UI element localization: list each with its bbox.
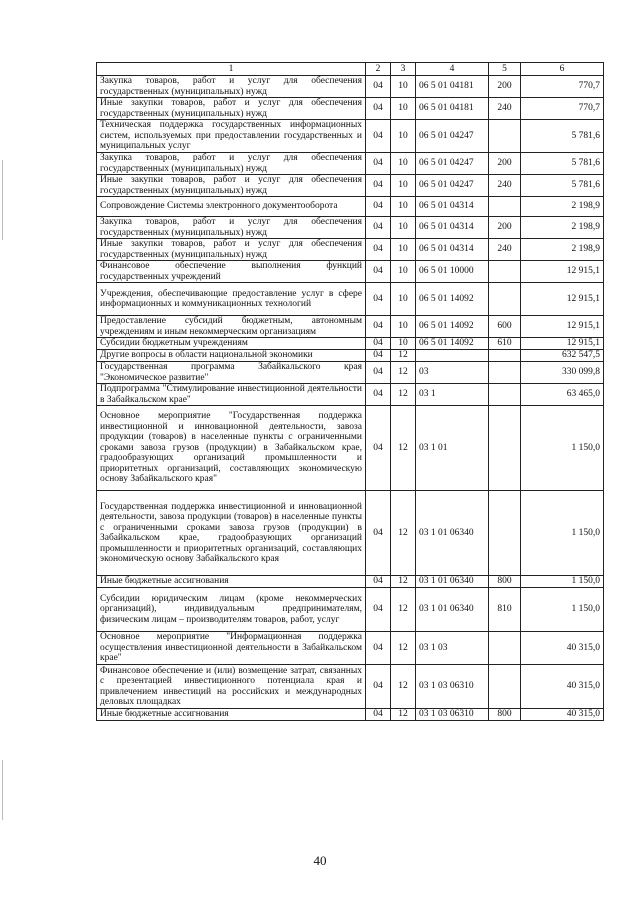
row-amount-cell: 1 150,0 <box>521 576 604 588</box>
row-target-article-cell: 06 5 01 10000 <box>416 261 489 283</box>
row-expense-type-cell <box>489 632 521 665</box>
row-name-cell: Государственная программа Забайкальского края "Экономическое развитие" <box>97 362 366 384</box>
row-name-cell: Подпрограмма "Стимулирование инвестиционной деятельности в Забайкальском крае" <box>97 384 366 406</box>
row-expense-type-cell <box>489 384 521 406</box>
row-target-article-cell: 06 5 01 04314 <box>416 217 489 239</box>
row-name-cell: Другие вопросы в области национальной экономики <box>97 350 366 362</box>
row-amount-cell: 2 198,9 <box>521 197 604 217</box>
row-target-article-cell: 03 1 03 <box>416 632 489 665</box>
row-section-cell: 04 <box>366 197 391 217</box>
row-section-cell: 04 <box>366 491 391 576</box>
row-subsection-cell: 10 <box>391 120 416 153</box>
row-section-cell: 04 <box>366 120 391 153</box>
table-row <box>97 197 604 217</box>
budget-table-body <box>97 63 604 721</box>
row-section-cell: 04 <box>366 709 391 721</box>
row-subsection-cell: 10 <box>391 98 416 120</box>
header-cell-3: 3 <box>391 63 416 76</box>
row-subsection-cell: 12 <box>391 588 416 632</box>
row-subsection-cell: 12 <box>391 350 416 362</box>
row-target-article-cell: 03 1 01 06340 <box>416 576 489 588</box>
row-name-cell: Государственная поддержка инвестиционной и инновационной деятельности, завоза продукции (товаров) в населенные пункты с ограниченными сроками завоза грузов (продукции) в Забайкальском крае, градообразующих организаций промышленности и приоритетных организаций, составляющих экономическую основу Забайкальского края <box>97 491 366 576</box>
budget-table <box>96 62 604 721</box>
table-row <box>97 153 604 175</box>
table-row <box>97 338 604 350</box>
row-subsection-cell: 12 <box>391 576 416 588</box>
table-row <box>97 283 604 316</box>
row-amount-cell: 12 915,1 <box>521 261 604 283</box>
table-row <box>97 175 604 197</box>
table-row <box>97 120 604 153</box>
row-name-cell: Предоставление субсидий бюджетным, автономным учреждениям и иным некоммерческим организациям <box>97 316 366 338</box>
row-target-article-cell: 03 1 01 <box>416 406 489 491</box>
row-expense-type-cell: 800 <box>489 709 521 721</box>
row-section-cell: 04 <box>366 76 391 98</box>
row-section-cell: 04 <box>366 384 391 406</box>
row-subsection-cell: 10 <box>391 261 416 283</box>
row-subsection-cell: 12 <box>391 665 416 709</box>
row-expense-type-cell <box>489 197 521 217</box>
table-row <box>97 98 604 120</box>
row-section-cell: 04 <box>366 362 391 384</box>
row-section-cell: 04 <box>366 316 391 338</box>
row-target-article-cell: 03 1 03 06310 <box>416 665 489 709</box>
row-amount-cell: 2 198,9 <box>521 217 604 239</box>
row-amount-cell: 40 315,0 <box>521 632 604 665</box>
row-expense-type-cell <box>489 350 521 362</box>
row-section-cell: 04 <box>366 338 391 350</box>
header-cell-2: 2 <box>366 63 391 76</box>
table-row <box>97 665 604 709</box>
row-subsection-cell: 10 <box>391 217 416 239</box>
row-target-article-cell: 06 5 01 14092 <box>416 283 489 316</box>
table-header-row <box>97 63 604 76</box>
row-target-article-cell: 06 5 01 04314 <box>416 239 489 261</box>
row-section-cell: 04 <box>366 153 391 175</box>
row-target-article-cell: 06 5 01 04314 <box>416 197 489 217</box>
header-cell-5: 5 <box>489 63 521 76</box>
table-row <box>97 76 604 98</box>
row-target-article-cell: 03 <box>416 362 489 384</box>
row-amount-cell: 1 150,0 <box>521 491 604 576</box>
row-target-article-cell: 03 1 01 06340 <box>416 491 489 576</box>
row-amount-cell: 5 781,6 <box>521 120 604 153</box>
row-name-cell: Субсидии юридическим лицам (кроме некоммерческих организаций), индивидуальным предпринимателям, физическим лицам – производителям товаров, работ, услуг <box>97 588 366 632</box>
row-expense-type-cell <box>489 362 521 384</box>
row-amount-cell: 1 150,0 <box>521 406 604 491</box>
header-cell-6: 6 <box>521 63 604 76</box>
row-section-cell: 04 <box>366 576 391 588</box>
row-section-cell: 04 <box>366 588 391 632</box>
row-name-cell: Основное мероприятие "Информационная поддержка осуществления инвестиционной деятельности в Забайкальском крае" <box>97 632 366 665</box>
header-cell-4: 4 <box>416 63 489 76</box>
row-name-cell: Субсидии бюджетным учреждениям <box>97 338 366 350</box>
table-row <box>97 709 604 721</box>
row-name-cell: Иные бюджетные ассигнования <box>97 576 366 588</box>
table-row <box>97 261 604 283</box>
row-target-article-cell <box>416 350 489 362</box>
row-subsection-cell: 10 <box>391 175 416 197</box>
row-subsection-cell: 10 <box>391 283 416 316</box>
table-row <box>97 588 604 632</box>
row-target-article-cell: 03 1 01 06340 <box>416 588 489 632</box>
row-amount-cell: 40 315,0 <box>521 665 604 709</box>
row-name-cell: Закупка товаров, работ и услуг для обеспечения государственных (муниципальных) нужд <box>97 76 366 98</box>
row-target-article-cell: 06 5 01 04181 <box>416 98 489 120</box>
row-target-article-cell: 06 5 01 04247 <box>416 153 489 175</box>
row-target-article-cell: 03 1 <box>416 384 489 406</box>
row-expense-type-cell <box>489 120 521 153</box>
table-row <box>97 406 604 491</box>
row-amount-cell: 5 781,6 <box>521 153 604 175</box>
row-amount-cell: 40 315,0 <box>521 709 604 721</box>
row-amount-cell: 2 198,9 <box>521 239 604 261</box>
row-expense-type-cell: 240 <box>489 175 521 197</box>
row-name-cell: Иные закупки товаров, работ и услуг для обеспечения государственных (муниципальных) нужд <box>97 175 366 197</box>
row-section-cell: 04 <box>366 632 391 665</box>
row-amount-cell: 770,7 <box>521 98 604 120</box>
row-expense-type-cell <box>489 491 521 576</box>
row-expense-type-cell <box>489 665 521 709</box>
scan-artifact <box>2 760 3 820</box>
row-target-article-cell: 06 5 01 14092 <box>416 316 489 338</box>
row-target-article-cell: 06 5 01 14092 <box>416 338 489 350</box>
row-name-cell: Техническая поддержка государственных информационных систем, используемых при предоставлении государственных и муниципальных услуг <box>97 120 366 153</box>
row-name-cell: Финансовое обеспечение и (или) возмещение затрат, связанных с презентацией инвестиционного потенциала края и привлечением инвестиций на российских и международных деловых площадках <box>97 665 366 709</box>
scan-artifact <box>2 160 3 240</box>
row-section-cell: 04 <box>366 217 391 239</box>
row-subsection-cell: 10 <box>391 316 416 338</box>
row-target-article-cell: 06 5 01 04247 <box>416 175 489 197</box>
table-row <box>97 239 604 261</box>
row-expense-type-cell: 810 <box>489 588 521 632</box>
row-amount-cell: 770,7 <box>521 76 604 98</box>
row-name-cell: Закупка товаров, работ и услуг для обеспечения государственных (муниципальных) нужд <box>97 217 366 239</box>
row-section-cell: 04 <box>366 406 391 491</box>
row-subsection-cell: 12 <box>391 491 416 576</box>
row-amount-cell: 63 465,0 <box>521 384 604 406</box>
row-name-cell: Сопровождение Системы электронного документооборота <box>97 197 366 217</box>
row-subsection-cell: 10 <box>391 197 416 217</box>
row-expense-type-cell: 600 <box>489 316 521 338</box>
row-name-cell: Иные бюджетные ассигнования <box>97 709 366 721</box>
row-amount-cell: 12 915,1 <box>521 283 604 316</box>
row-subsection-cell: 10 <box>391 76 416 98</box>
row-amount-cell: 632 547,5 <box>521 350 604 362</box>
row-name-cell: Финансовое обеспечение выполнения функций государственных учреждений <box>97 261 366 283</box>
row-subsection-cell: 12 <box>391 362 416 384</box>
row-section-cell: 04 <box>366 665 391 709</box>
row-name-cell: Иные закупки товаров, работ и услуг для обеспечения государственных (муниципальных) нужд <box>97 98 366 120</box>
row-expense-type-cell: 200 <box>489 217 521 239</box>
row-section-cell: 04 <box>366 239 391 261</box>
table-row <box>97 576 604 588</box>
row-expense-type-cell <box>489 283 521 316</box>
row-expense-type-cell <box>489 261 521 283</box>
row-subsection-cell: 10 <box>391 239 416 261</box>
row-target-article-cell: 06 5 01 04181 <box>416 76 489 98</box>
table-row <box>97 362 604 384</box>
row-amount-cell: 12 915,1 <box>521 316 604 338</box>
row-section-cell: 04 <box>366 175 391 197</box>
row-subsection-cell: 12 <box>391 406 416 491</box>
row-section-cell: 04 <box>366 283 391 316</box>
row-expense-type-cell: 240 <box>489 239 521 261</box>
row-name-cell: Учреждения, обеспечивающие предоставление услуг в сфере информационных и коммуникационных технологий <box>97 283 366 316</box>
table-row <box>97 350 604 362</box>
row-name-cell: Основное мероприятие "Государственная поддержка инвестиционной и инновационной деятельности, завоза продукции (товаров) в населенные пункты с ограниченными сроками завоза грузов (продукции) в Забайкальском крае, градообразующих организаций промышленности и приоритетных организаций, составляющих экономическую основу Забайкальского края" <box>97 406 366 491</box>
row-subsection-cell: 12 <box>391 632 416 665</box>
row-amount-cell: 1 150,0 <box>521 588 604 632</box>
row-section-cell: 04 <box>366 98 391 120</box>
table-row <box>97 632 604 665</box>
row-amount-cell: 12 915,1 <box>521 338 604 350</box>
table-row <box>97 217 604 239</box>
row-subsection-cell: 10 <box>391 338 416 350</box>
row-amount-cell: 5 781,6 <box>521 175 604 197</box>
header-cell-1: 1 <box>97 63 366 76</box>
row-section-cell: 04 <box>366 350 391 362</box>
row-expense-type-cell: 240 <box>489 98 521 120</box>
row-expense-type-cell: 800 <box>489 576 521 588</box>
row-expense-type-cell: 200 <box>489 76 521 98</box>
row-amount-cell: 330 099,8 <box>521 362 604 384</box>
row-subsection-cell: 12 <box>391 384 416 406</box>
page-number: 40 <box>313 853 327 868</box>
row-subsection-cell: 12 <box>391 709 416 721</box>
row-name-cell: Закупка товаров, работ и услуг для обеспечения государственных (муниципальных) нужд <box>97 153 366 175</box>
row-expense-type-cell <box>489 406 521 491</box>
table-row <box>97 384 604 406</box>
row-expense-type-cell: 610 <box>489 338 521 350</box>
table-row <box>97 316 604 338</box>
row-subsection-cell: 10 <box>391 153 416 175</box>
row-target-article-cell: 03 1 03 06310 <box>416 709 489 721</box>
row-section-cell: 04 <box>366 261 391 283</box>
table-row <box>97 491 604 576</box>
row-target-article-cell: 06 5 01 04247 <box>416 120 489 153</box>
row-expense-type-cell: 200 <box>489 153 521 175</box>
row-name-cell: Иные закупки товаров, работ и услуг для обеспечения государственных (муниципальных) нужд <box>97 239 366 261</box>
